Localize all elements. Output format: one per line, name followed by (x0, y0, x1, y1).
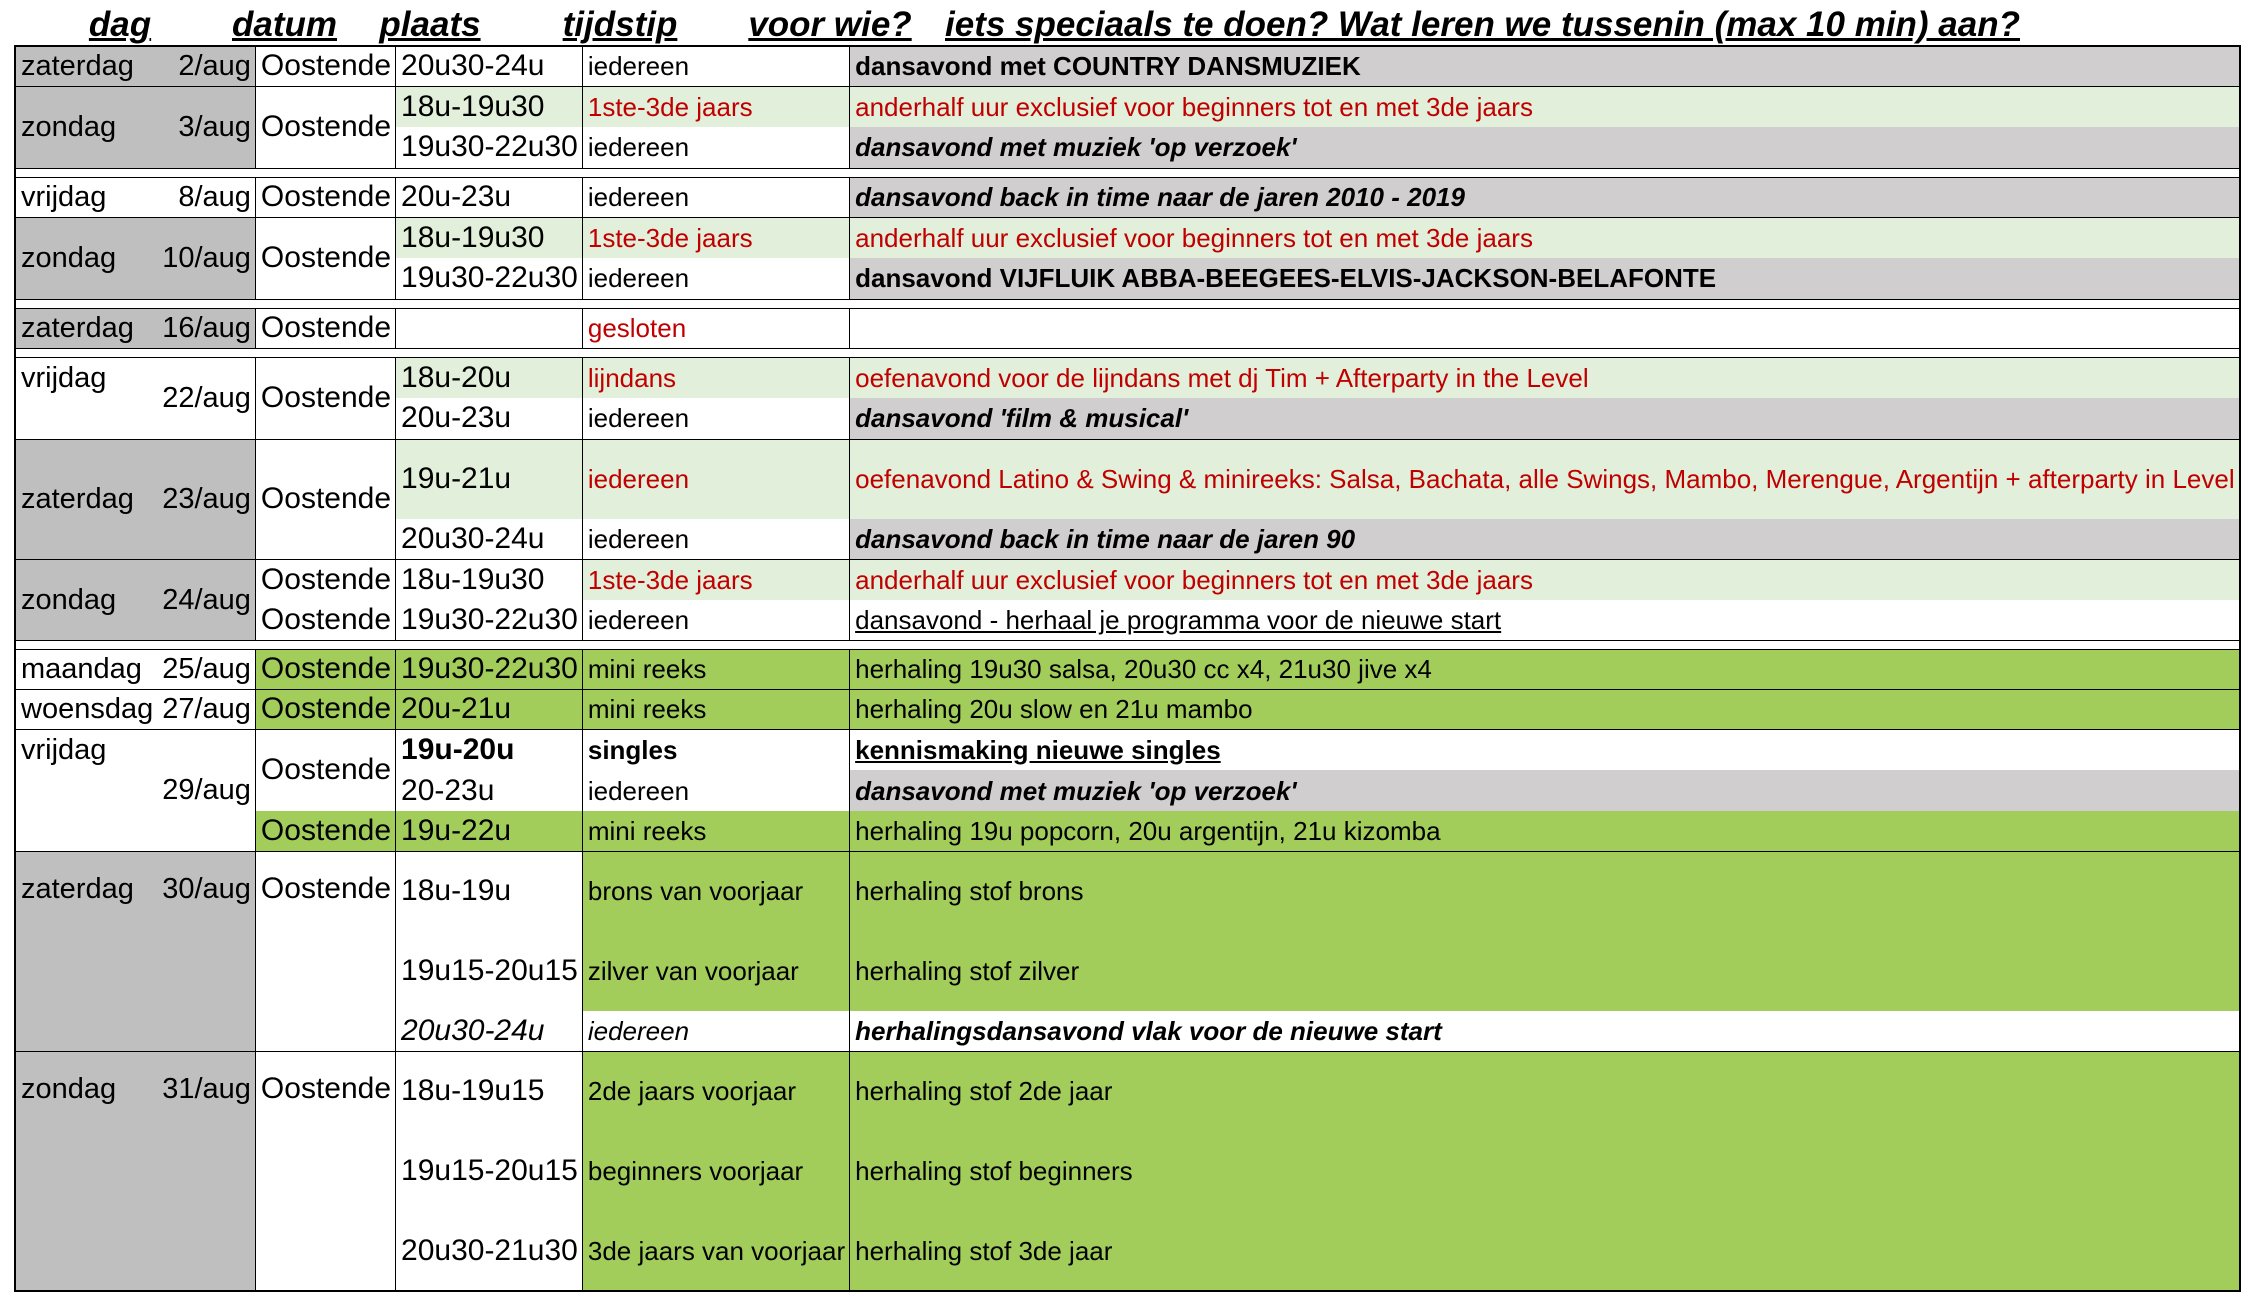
header-plaats: plaats (379, 5, 481, 44)
cell-tijdstip: 19u15-20u15 (396, 1131, 583, 1211)
cell-tijdstip: 19u30-22u30 (396, 649, 583, 689)
cell-tijdstip: 18u-19u30 (396, 86, 583, 127)
cell-activiteit: dansavond 'film & musical' (850, 398, 2240, 439)
cell-activiteit: herhaling 19u popcorn, 20u argentijn, 21u kizomba (850, 811, 2240, 851)
table-row (15, 217, 2240, 258)
cell-activiteit: oefenavond voor de lijndans met dj Tim + Afterparty in the Level (850, 357, 2240, 398)
cell-activiteit: dansavond met muziek 'op verzoek' (850, 127, 2240, 168)
cell-activiteit: dansavond met muziek 'op verzoek' (850, 770, 2240, 811)
cell-datum: 23/aug (157, 439, 255, 559)
cell-voor-wie: iedereen (582, 770, 849, 811)
row-separator (15, 640, 2240, 649)
cell-tijdstip: 20u-21u (396, 689, 583, 729)
cell-voor-wie: 1ste-3de jaars (582, 559, 849, 600)
cell-voor-wie: lijndans (582, 357, 849, 398)
cell-tijdstip: 20u30-24u (396, 46, 583, 86)
cell-tijdstip: 19u30-22u30 (396, 127, 583, 168)
cell-voor-wie: 2de jaars voorjaar (582, 1051, 849, 1131)
cell-voor-wie: iedereen (582, 258, 849, 299)
cell-activiteit: herhaling 19u30 salsa, 20u30 cc x4, 21u30 jive x4 (850, 649, 2240, 689)
cell-datum: 2/aug (157, 46, 255, 86)
cell-plaats: Oostende (255, 811, 395, 851)
table-row (15, 86, 2240, 127)
cell-dag: zaterdag (15, 308, 157, 348)
cell-tijdstip: 20u-23u (396, 398, 583, 439)
cell-plaats: Oostende (255, 357, 395, 439)
cell-datum: 25/aug (157, 649, 255, 689)
cell-tijdstip: 18u-19u30 (396, 559, 583, 600)
table-row (15, 177, 2240, 217)
header-activiteit: iets speciaals te doen? Wat leren we tussenin (max 10 min) aan? (945, 5, 2020, 44)
cell-voor-wie: brons van voorjaar (582, 851, 849, 931)
cell-dag: zondag (15, 559, 157, 640)
cell-tijdstip: 20u30-24u (396, 519, 583, 559)
cell-activiteit: anderhalf uur exclusief voor beginners tot en met 3de jaars (850, 559, 2240, 600)
cell-voor-wie: 1ste-3de jaars (582, 86, 849, 127)
cell-plaats: Oostende (255, 439, 395, 559)
cell-voor-wie: iedereen (582, 439, 849, 519)
row-separator (15, 348, 2240, 357)
cell-datum: 22/aug (157, 357, 255, 439)
cell-datum: 24/aug (157, 559, 255, 640)
cell-plaats: Oostende (255, 559, 395, 600)
table-row (15, 811, 2240, 851)
cell-voor-wie: iedereen (582, 46, 849, 86)
cell-activiteit: herhaling stof brons (850, 851, 2240, 931)
cell-activiteit: herhaling stof 3de jaar (850, 1211, 2240, 1291)
cell-activiteit: kennismaking nieuwe singles (850, 729, 2240, 770)
cell-tijdstip: 20u30-24u (396, 1011, 583, 1051)
cell-plaats: Oostende (255, 851, 395, 1051)
schedule-table (14, 45, 2241, 1292)
table-row (15, 439, 2240, 519)
cell-datum: 29/aug (157, 729, 255, 851)
cell-voor-wie: 1ste-3de jaars (582, 217, 849, 258)
cell-dag: vrijdag (15, 729, 157, 851)
cell-dag: vrijdag (15, 177, 157, 217)
cell-datum: 3/aug (157, 86, 255, 168)
table-row (15, 600, 2240, 640)
cell-dag: zondag (15, 86, 157, 168)
cell-tijdstip: 20u30-21u30 (396, 1211, 583, 1291)
cell-datum: 16/aug (157, 308, 255, 348)
cell-datum: 30/aug (157, 851, 255, 1051)
cell-activiteit: herhaling stof zilver (850, 931, 2240, 1011)
table-row (15, 559, 2240, 600)
row-separator (15, 299, 2240, 308)
table-row (15, 649, 2240, 689)
cell-activiteit: dansavond met COUNTRY DANSMUZIEK (850, 46, 2240, 86)
cell-tijdstip: 19u15-20u15 (396, 931, 583, 1011)
cell-activiteit: anderhalf uur exclusief voor beginners tot en met 3de jaars (850, 217, 2240, 258)
cell-voor-wie: mini reeks (582, 811, 849, 851)
table-row (15, 729, 2240, 770)
cell-activiteit: anderhalf uur exclusief voor beginners tot en met 3de jaars (850, 86, 2240, 127)
cell-tijdstip: 19u30-22u30 (396, 258, 583, 299)
cell-activiteit (850, 308, 2240, 348)
cell-tijdstip: 20-23u (396, 770, 583, 811)
cell-activiteit: dansavond back in time naar de jaren 90 (850, 519, 2240, 559)
cell-dag: maandag (15, 649, 157, 689)
cell-tijdstip: 18u-20u (396, 357, 583, 398)
cell-plaats: Oostende (255, 729, 395, 811)
header-datum: datum (232, 5, 337, 44)
cell-datum: 8/aug (157, 177, 255, 217)
table-row (15, 357, 2240, 398)
cell-voor-wie: iedereen (582, 398, 849, 439)
cell-dag: woensdag (15, 689, 157, 729)
cell-plaats: Oostende (255, 217, 395, 299)
cell-activiteit: herhaling stof beginners (850, 1131, 2240, 1211)
table-row (15, 689, 2240, 729)
cell-voor-wie: beginners voorjaar (582, 1131, 849, 1211)
table-row (15, 1051, 2240, 1131)
cell-voor-wie: iedereen (582, 127, 849, 168)
cell-plaats: Oostende (255, 689, 395, 729)
row-separator (15, 168, 2240, 177)
cell-dag: zaterdag (15, 851, 157, 1051)
cell-activiteit: herhaling 20u slow en 21u mambo (850, 689, 2240, 729)
cell-voor-wie: iedereen (582, 1011, 849, 1051)
cell-tijdstip: 19u-22u (396, 811, 583, 851)
table-row (15, 851, 2240, 931)
cell-tijdstip: 20u-23u (396, 177, 583, 217)
cell-tijdstip: 19u-20u (396, 729, 583, 770)
cell-dag: zondag (15, 217, 157, 299)
header-voor-wie: voor wie? (748, 5, 912, 44)
cell-tijdstip: 19u30-22u30 (396, 600, 583, 640)
cell-activiteit: herhaling stof 2de jaar (850, 1051, 2240, 1131)
cell-activiteit: oefenavond Latino & Swing & minireeks: Salsa, Bachata, alle Swings, Mambo, Merengue, Argentijn + afterparty in Level (850, 439, 2240, 519)
cell-datum: 27/aug (157, 689, 255, 729)
table-row (15, 308, 2240, 348)
cell-plaats: Oostende (255, 308, 395, 348)
cell-datum: 10/aug (157, 217, 255, 299)
cell-activiteit: dansavond - herhaal je programma voor de nieuwe start (855, 604, 1502, 635)
cell-dag: zondag (15, 1051, 157, 1291)
cell-voor-wie: mini reeks (582, 649, 849, 689)
cell-tijdstip (396, 308, 583, 348)
cell-voor-wie: singles (582, 729, 849, 770)
header-tijdstip: tijdstip (562, 5, 678, 44)
cell-activiteit: dansavond back in time naar de jaren 2010 - 2019 (850, 177, 2240, 217)
table-row (15, 46, 2240, 86)
cell-plaats: Oostende (255, 600, 395, 640)
cell-plaats: Oostende (255, 649, 395, 689)
cell-voor-wie: zilver van voorjaar (582, 931, 849, 1011)
cell-plaats: Oostende (255, 177, 395, 217)
cell-activiteit: herhalingsdansavond vlak voor de nieuwe start (855, 1015, 1442, 1046)
cell-voor-wie: iedereen (582, 177, 849, 217)
cell-dag: zaterdag (15, 439, 157, 559)
cell-tijdstip: 18u-19u15 (396, 1051, 583, 1131)
cell-voor-wie: iedereen (582, 519, 849, 559)
cell-plaats: Oostende (255, 1051, 395, 1291)
cell-voor-wie: gesloten (582, 308, 849, 348)
cell-activiteit: dansavond VIJFLUIK ABBA-BEEGEES-ELVIS-JACKSON-BELAFONTE (850, 258, 2240, 299)
cell-dag: zaterdag (15, 46, 157, 86)
cell-datum: 31/aug (157, 1051, 255, 1291)
cell-plaats: Oostende (255, 86, 395, 168)
cell-tijdstip: 18u-19u30 (396, 217, 583, 258)
cell-voor-wie: mini reeks (582, 689, 849, 729)
cell-voor-wie: 3de jaars van voorjaar (582, 1211, 849, 1291)
cell-tijdstip: 19u-21u (396, 439, 583, 519)
cell-dag: vrijdag (15, 357, 157, 439)
cell-tijdstip: 18u-19u (396, 851, 583, 931)
cell-voor-wie: iedereen (582, 600, 849, 640)
cell-plaats: Oostende (255, 46, 395, 86)
header-dag: dag (88, 5, 152, 44)
